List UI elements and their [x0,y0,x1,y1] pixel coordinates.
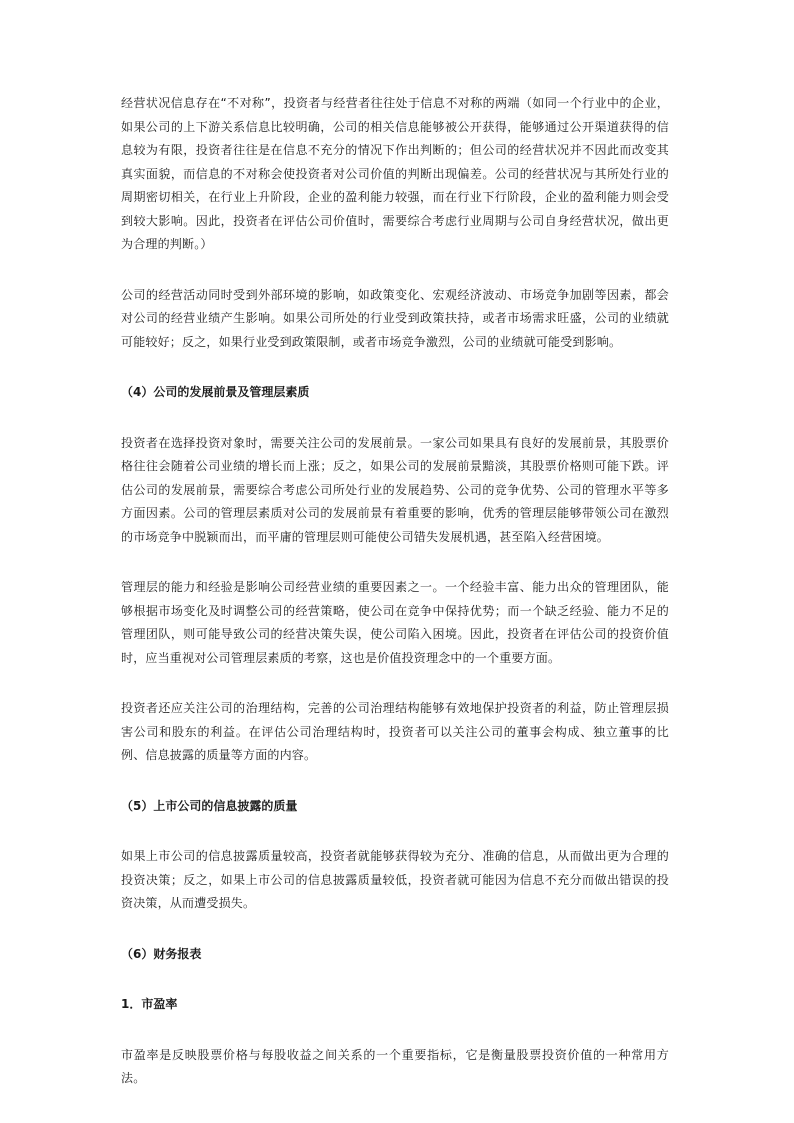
section-heading: （4）公司的发展前景及管理层素质 [121,385,310,399]
paragraph: 市盈率是反映股票价格与每股收益之间关系的一个重要指标，它是衡量股票投资价值的一种常用方法。 [121,1047,669,1085]
paragraph: 公司的经营活动同时受到外部环境的影响，如政策变化、宏观经济波动、市场竞争加剧等因素，都会对公司的经营业绩产生影响。如果公司所处的行业受到政策扶持，或者市场需求旺盛，公司的业绩就可能较好；反之，如果行业受到政策限制，或者市场竞争激烈，公司的业绩就可能受到影响。 [121,287,669,349]
paragraph: 如果上市公司的信息披露质量较高，投资者就能够获得较为充分、准确的信息，从而做出更为合理的投资决策；反之，如果上市公司的信息披露质量较低，投资者就可能因为信息不充分而做出错误的投资决策，从而遭受损失。 [121,849,669,910]
paragraph: 投资者还应关注公司的治理结构，完善的公司治理结构能够有效地保护投资者的利益，防止管理层损害公司和股东的利益。在评估公司治理结构时，投资者可以关注公司的董事会构成、独立董事的比例、信息披露的质量等方面的内容。 [121,701,669,762]
paragraph: 管理层的能力和经验是影响公司经营业绩的重要因素之一。一个经验丰富、能力出众的管理团队，能够根据市场变化及时调整公司的经营策略，使公司在竞争中保持优势；而一个缺乏经验、能力不足的管理团队，则可能导致公司的经营决策失误，使公司陷入困境。因此，投资者在评估公司的投资价值时，应当重视对公司管理层素质的考察，这也是价值投资理念中的一个重要方面。 [121,580,669,665]
document-body [121,92,669,1118]
paragraph: 投资者在选择投资对象时，需要关注公司的发展前景。一家公司如果具有良好的发展前景，其股票价格往往会随着公司业绩的增长而上涨；反之，如果公司的发展前景黯淡，其股票价格则可能下跌。评估公司的发展前景，需要综合考虑公司所处行业的发展趋势、公司的竞争优势、公司的管理水平等多方面因素。公司的管理层素质对公司的发展前景有着重要的影响，优秀的管理层能够带领公司在激烈的市场竞争中脱颖而出，而平庸的管理层则可能使公司错失发展机遇，甚至陷入经营困境。 [121,435,669,544]
section-heading: （6）财务报表 [121,946,202,961]
paragraph: 经营状况信息存在“不对称”，投资者与经营者往往处于信息不对称的两端（如同一个行业中的企业，如果公司的上下游关系信息比较明确，公司的相关信息能够被公开获得，能够通过公开渠道获得的信息较为有限，投资者往往是在信息不充分的情况下作出判断的；但公司的经营状况并不因此而改变其真实面貌，而信息的不对称会使投资者对公司价值的判断出现偏差。公司的经营状况与其所处行业的周期密切相关，在行业上升阶段，企业的盈利能力较强，而在行业下行阶段，企业的盈利能力则会受到较大影响。因此，投资者在评估公司价值时，需要综合考虑行业周期与公司自身经营状况，做出更为合理的判断。） [121,96,669,251]
subsection-heading: 1．市盈率 [121,997,178,1011]
section-heading: （5）上市公司的信息披露的质量 [121,798,298,813]
